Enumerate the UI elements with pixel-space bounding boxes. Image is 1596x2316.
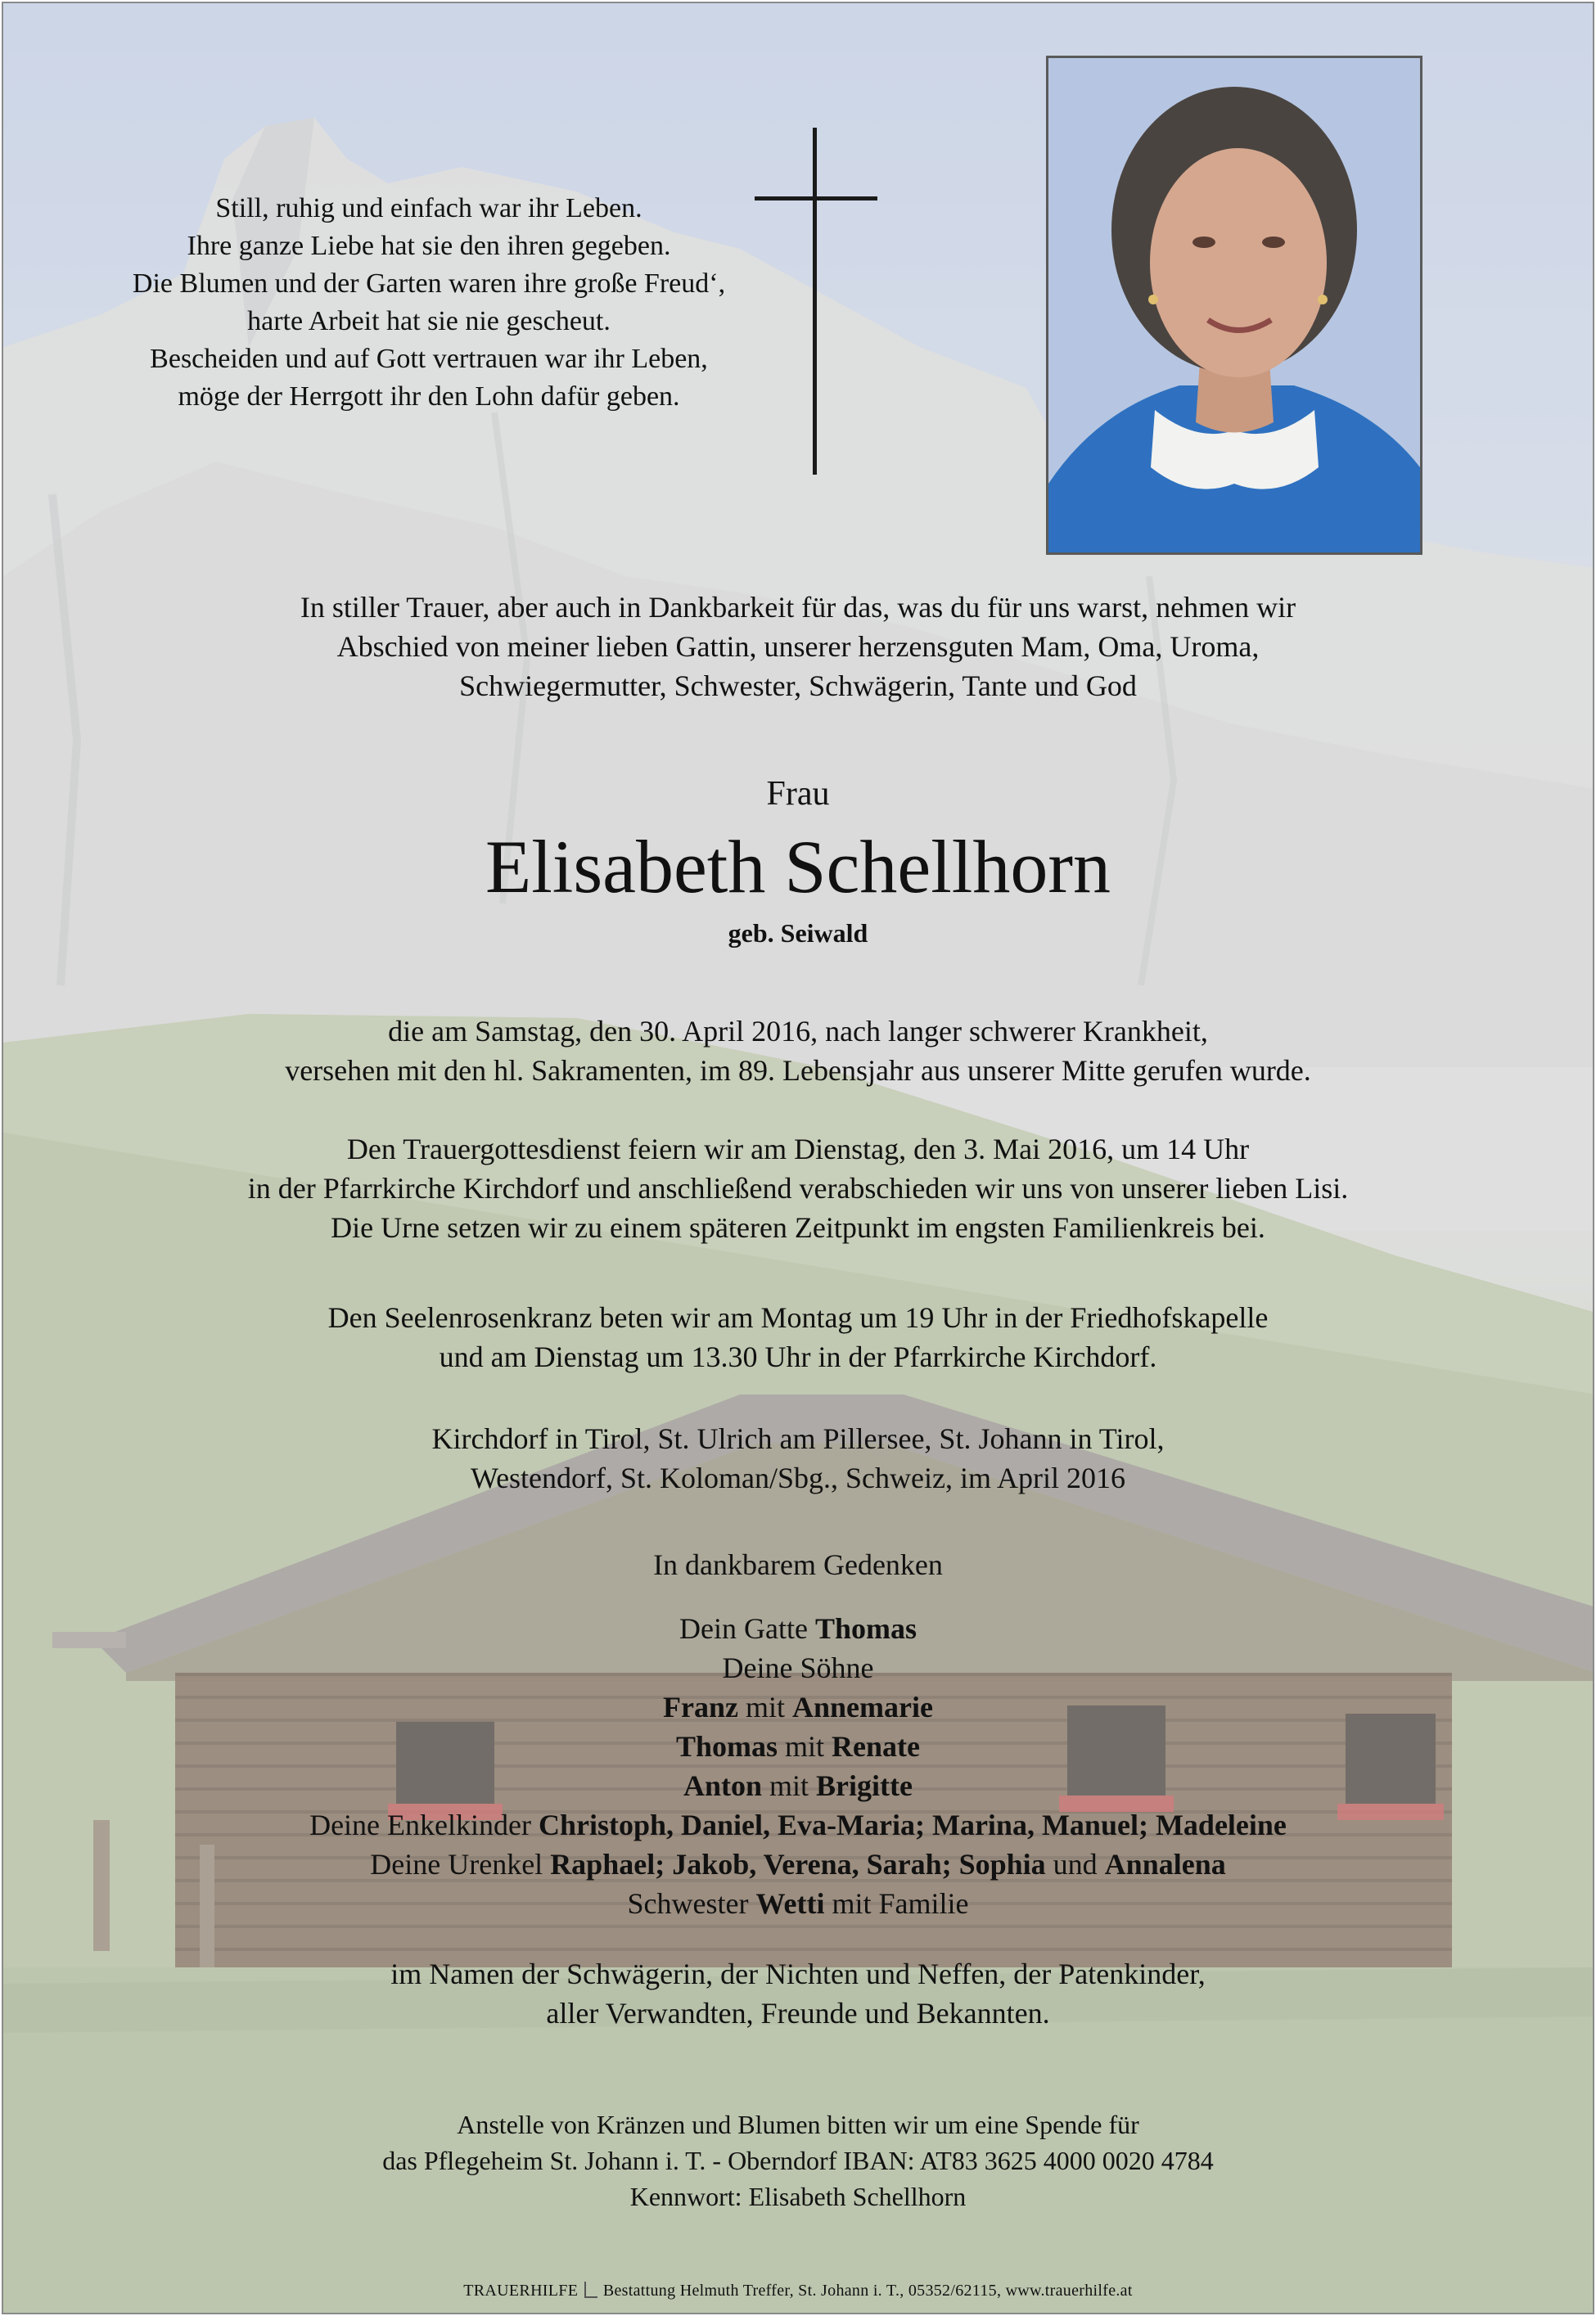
cross-icon bbox=[813, 128, 817, 475]
maiden-name: geb. Seiwald bbox=[728, 918, 868, 948]
intro-line: In stiller Trauer, aber auch in Dankbarkeit für das, was du für uns warst, nehmen wir bbox=[300, 591, 1296, 624]
mourner-grandchildren: Deine Enkelkinder Christoph, Daniel, Eva-Maria; Marina, Manuel; Madeleine bbox=[309, 1809, 1287, 1841]
places-line: Westendorf, St. Koloman/Sbg., Schweiz, im April 2016 bbox=[470, 1462, 1126, 1494]
death-notice-line: die am Samstag, den 30. April 2016, nach langer schwerer Krankheit, bbox=[388, 1015, 1208, 1048]
portrait-photo bbox=[1046, 56, 1422, 555]
imprint-brand: TRAUERHILFE bbox=[463, 2282, 579, 2300]
poem-block bbox=[36, 190, 822, 416]
donation-note bbox=[3, 2106, 1593, 2215]
places-line: Kirchdorf in Tirol, St. Ulrich am Pillersee, St. Johann in Tirol, bbox=[431, 1422, 1165, 1455]
poem-line: Bescheiden und auf Gott vertrauen war ihr Leben, bbox=[150, 344, 708, 374]
mourners-list bbox=[3, 1609, 1593, 1923]
poem-line: Still, ruhig und einfach war ihr Leben. bbox=[215, 193, 642, 223]
rosary-info bbox=[3, 1298, 1593, 1377]
poem-line: Die Blumen und der Garten waren ihre große Freud‘, bbox=[132, 268, 726, 299]
relatives-line: im Namen der Schwägerin, der Nichten und Neffen, der Patenkinder, bbox=[390, 1958, 1206, 1990]
poem-line: möge der Herrgott ihr den Lohn dafür geben. bbox=[178, 381, 680, 412]
mourner-sons-label: Deine Söhne bbox=[722, 1651, 874, 1684]
mourner-son: Anton mit Brigitte bbox=[683, 1769, 913, 1802]
mourner-son: Thomas mit Renate bbox=[675, 1730, 920, 1763]
rosary-line: und am Dienstag um 13.30 Uhr in der Pfarrkirche Kirchdorf. bbox=[439, 1340, 1157, 1373]
funeral-line: Den Trauergottesdienst feiern wir am Dienstag, den 3. Mai 2016, um 14 Uhr bbox=[346, 1133, 1250, 1165]
rosary-line: Den Seelenrosenkranz beten wir am Montag um 19 Uhr in der Friedhofskapelle bbox=[327, 1301, 1269, 1334]
poem-line: harte Arbeit hat sie nie gescheut. bbox=[247, 306, 611, 336]
deceased-name: Elisabeth Schellhorn bbox=[485, 825, 1111, 908]
donation-line: Anstelle von Kränzen und Blumen bitten wir um eine Spende für bbox=[457, 2110, 1139, 2139]
parte-card bbox=[2, 2, 1594, 2314]
death-notice-line: versehen mit den hl. Sakramenten, im 89. Lebensjahr aus unserer Mitte gerufen wurde. bbox=[285, 1054, 1311, 1087]
intro-line: Abschied von meiner lieben Gattin, unserer herzensguten Mam, Oma, Uroma, bbox=[336, 630, 1260, 663]
mourner-great-grandchildren: Deine Urenkel Raphael; Jakob, Verena, Sarah; Sophia und Annalena bbox=[370, 1848, 1226, 1881]
relatives-line: aller Verwandten, Freunde und Bekannten. bbox=[546, 1997, 1050, 2030]
imprint-text: Bestattung Helmuth Treffer, St. Johann i. T., 05352/62115, www.trauerhilfe.at bbox=[602, 2282, 1133, 2300]
funeral-line: in der Pfarrkirche Kirchdorf und anschließend verabschieden wir uns von unserer lieben Lisi. bbox=[247, 1172, 1349, 1205]
donation-line: das Pflegeheim St. Johann i. T. - Oberndorf IBAN: AT83 3625 4000 0020 4784 bbox=[382, 2146, 1214, 2175]
places-date bbox=[3, 1419, 1593, 1498]
cross-icon-bar bbox=[755, 196, 877, 201]
death-notice bbox=[3, 1012, 1593, 1090]
funeral-info bbox=[3, 1129, 1593, 1247]
mourner-son: Franz mit Annemarie bbox=[663, 1691, 933, 1723]
salutation: Frau bbox=[766, 775, 830, 813]
trauerhilfe-logo-icon bbox=[584, 2282, 597, 2298]
poem-line: Ihre ganze Liebe hat sie den ihren gegeben. bbox=[187, 231, 671, 261]
undertaker-imprint bbox=[3, 2282, 1593, 2300]
mourner-husband: Dein Gatte Thomas bbox=[679, 1612, 917, 1645]
donation-line: Kennwort: Elisabeth Schellhorn bbox=[629, 2182, 967, 2211]
relatives-block bbox=[3, 1954, 1593, 2033]
funeral-line: Die Urne setzen wir zu einem späteren Zeitpunkt im engsten Familienkreis bei. bbox=[331, 1211, 1265, 1244]
intro-block bbox=[3, 588, 1593, 705]
intro-line: Schwiegermutter, Schwester, Schwägerin, Tante und God bbox=[459, 669, 1137, 702]
portrait-image bbox=[1048, 58, 1420, 552]
mourner-sister: Schwester Wetti mit Familie bbox=[627, 1887, 969, 1920]
gedenken-heading: In dankbarem Gedenken bbox=[653, 1548, 943, 1581]
